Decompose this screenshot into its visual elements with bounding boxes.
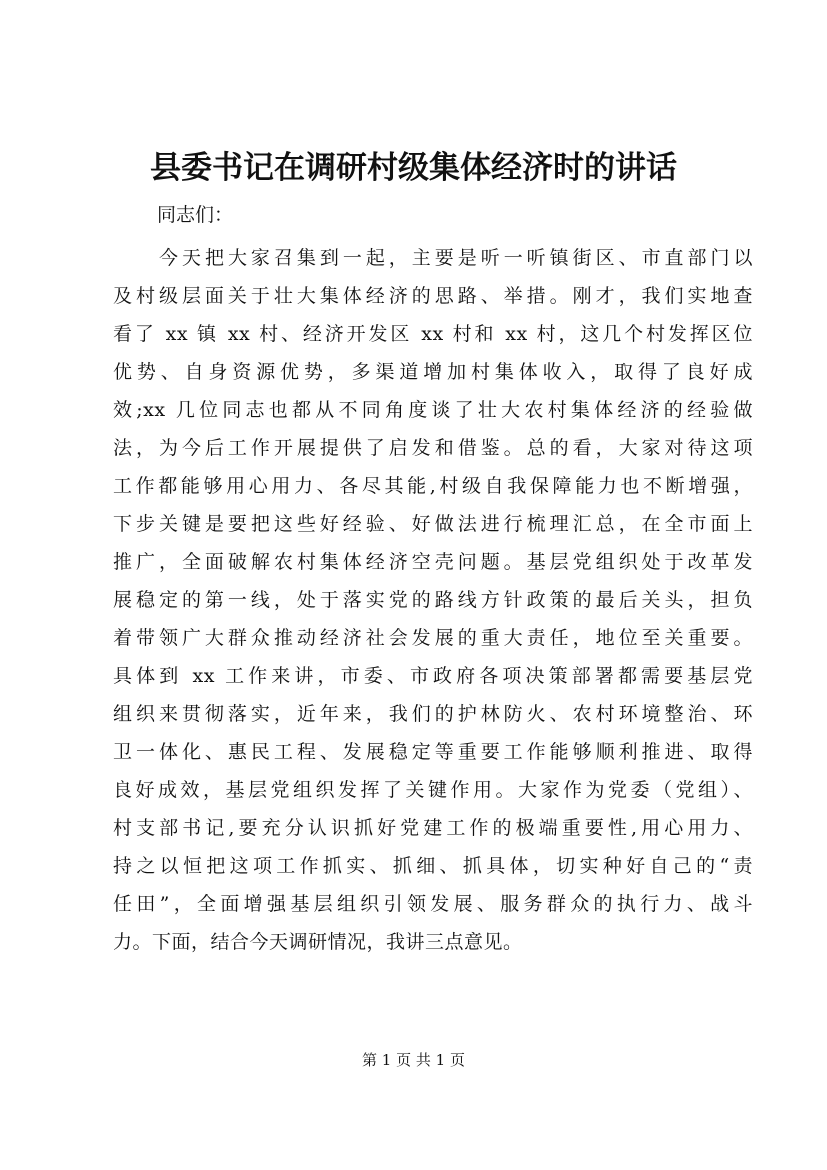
body-line-13: 组织来贯彻落实，近年来，我们的护林防火、农村环境整治、环 [113,703,753,725]
body-line-17: 持之以恒把这项工作抓实、抓细、抓具体，切实种好自己的“责 [113,855,753,877]
body-line-12: 具体到 xx 工作来讲，市委、市政府各项决策部署都需要基层党 [113,665,753,687]
body-line-4: 优势、自身资源优势，多渠道增加村集体收入，取得了良好成 [113,361,753,383]
body-line-1: 今天把大家召集到一起，主要是听一听镇街区、市直部门以 [159,247,753,269]
body-text [113,239,753,961]
body-line-11: 着带领广大群众推动经济社会发展的重大责任，地位至关重要。 [113,627,753,649]
body-line-7: 工作都能够用心用力、各尽其能,村级自我保障能力也不断增强， [113,475,753,497]
salutation: 同志们： [157,204,234,226]
body-line-15: 良好成效，基层党组织发挥了关键作用。大家作为党委（党组）、 [113,779,753,801]
page-number-footer: 第 1 页 共 1 页 [362,1051,465,1069]
body-line-2: 及村级层面关于壮大集体经济的思路、举措。刚才，我们实地查 [113,285,753,307]
body-line-19: 力。下面，结合今天调研情况，我讲三点意见。 [113,931,523,953]
body-line-9: 推广，全面破解农村集体经济空壳问题。基层党组织处于改革发 [113,551,753,573]
body-line-5: 效;xx 几位同志也都从不同角度谈了壮大农村集体经济的经验做 [113,399,753,421]
body-line-6: 法，为今后工作开展提供了启发和借鉴。总的看，大家对待这项 [113,437,753,459]
body-line-14: 卫一体化、惠民工程、发展稳定等重要工作能够顺利推进、取得 [113,741,753,763]
body-line-10: 展稳定的第一线，处于落实党的路线方针政策的最后关头，担负 [113,589,753,611]
body-line-16: 村支部书记,要充分认识抓好党建工作的极端重要性,用心用力、 [113,817,753,839]
body-line-8: 下步关键是要把这些好经验、好做法进行梳理汇总，在全市面上 [113,513,753,535]
body-line-3: 看了 xx 镇 xx 村、经济开发区 xx 村和 xx 村，这几个村发挥区位 [113,323,753,345]
body-line-18: 任田”，全面增强基层组织引领发展、服务群众的执行力、战斗 [113,893,753,915]
document-title: 县委书记在调研村级集体经济时的讲话 [150,150,677,186]
